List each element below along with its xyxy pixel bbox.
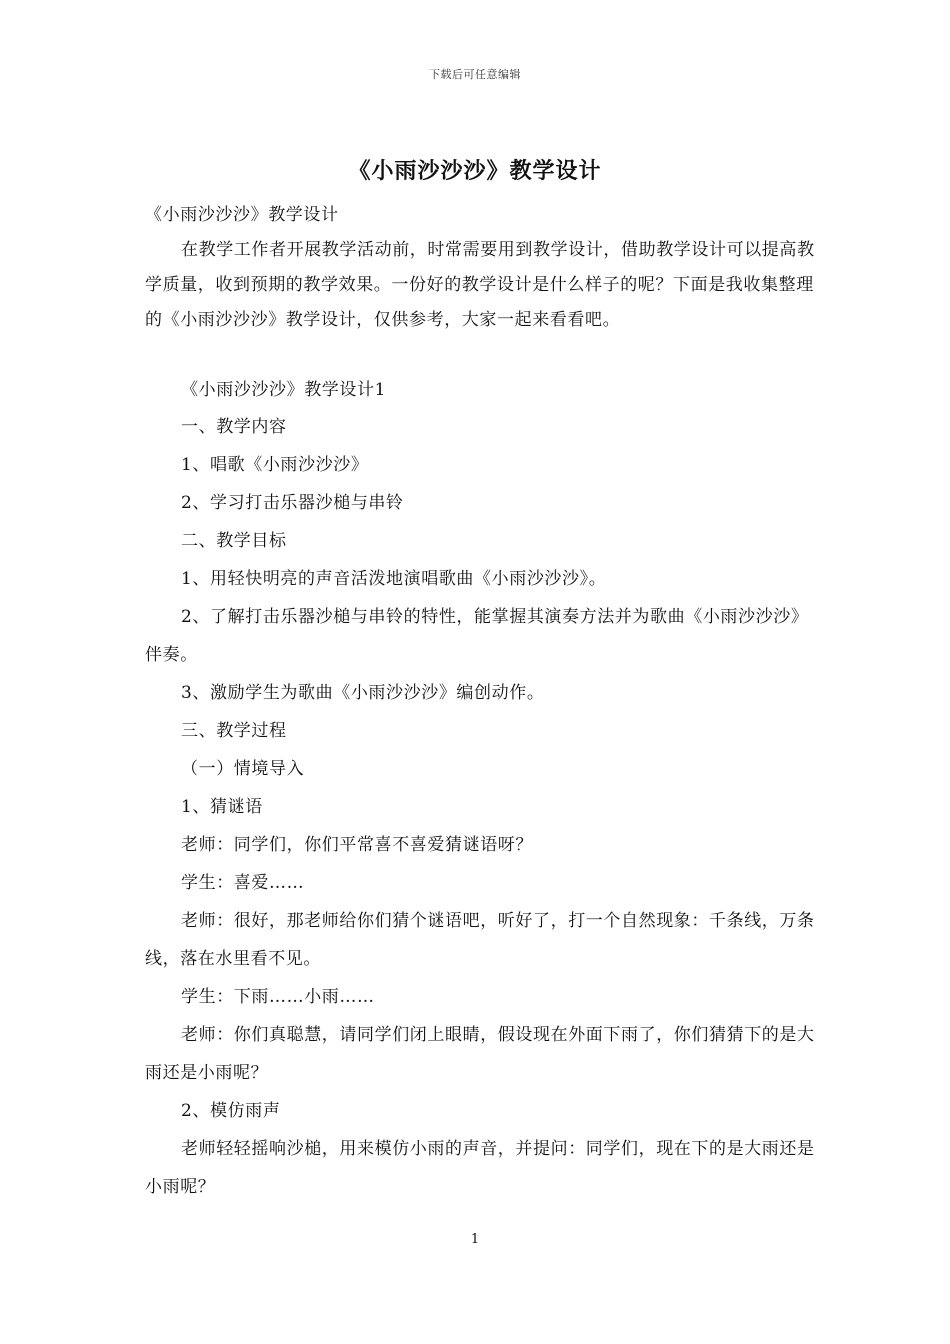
step-riddle: 1、猜谜语 [181,797,263,817]
section-heading-design-1: 《小雨沙沙沙》教学设计1 [181,380,387,400]
subsection-heading-intro: （一）情境导入 [181,759,305,779]
document-subtitle: 《小雨沙沙沙》教学设计 [145,205,339,225]
content-item-2: 2、学习打击乐器沙槌与串铃 [181,493,404,513]
section-heading-content: 一、教学内容 [181,417,287,437]
content-item-1: 1、唱歌《小雨沙沙沙》 [181,455,369,475]
goal-item-1: 1、用轻快明亮的声音活泼地演唱歌曲《小雨沙沙沙》。 [181,569,607,589]
document-body [145,198,815,1206]
section-heading-goals: 二、教学目标 [181,531,287,551]
goal-item-2: 2、了解打击乐器沙槌与串铃的特性，能掌握其演奏方法并为歌曲《小雨沙沙沙》伴奏。 [145,607,809,665]
dialogue-line-2: 学生：喜爱…… [181,873,305,893]
page-header-note: 下载后可任意编辑 [429,68,521,81]
dialogue-line-1: 老师：同学们，你们平常喜不喜爱猜谜语呀？ [181,835,533,855]
document-title: 《小雨沙沙沙》教学设计 [348,158,602,184]
step-imitate-rain: 2、模仿雨声 [181,1101,281,1121]
dialogue-line-5: 老师：你们真聪慧，请同学们闭上眼睛，假设现在外面下雨了，你们猜猜下的是大雨还是小雨呢？ [145,1025,815,1083]
dialogue-line-3: 老师：很好，那老师给你们猜个谜语吧，听好了，打一个自然现象：千条线，万条线，落在水里看不见。 [145,911,815,969]
page-number: 1 [470,1232,480,1247]
dialogue-line-4: 学生：下雨……小雨…… [181,987,375,1007]
section-heading-process: 三、教学过程 [181,721,287,741]
intro-paragraph: 在教学工作者开展教学活动前，时常需要用到教学设计，借助教学设计可以提高教学质量，收到预期的教学效果。一份好的教学设计是什么样子的呢？下面是我收集整理的《小雨沙沙沙》教学设计，仅供参考，大家一起来看看吧。 [145,240,815,330]
step-imitate-rain-text: 老师轻轻摇响沙槌，用来模仿小雨的声音，并提问：同学们，现在下的是大雨还是小雨呢？ [145,1139,815,1197]
goal-item-3: 3、激励学生为歌曲《小雨沙沙沙》编创动作。 [181,683,545,703]
